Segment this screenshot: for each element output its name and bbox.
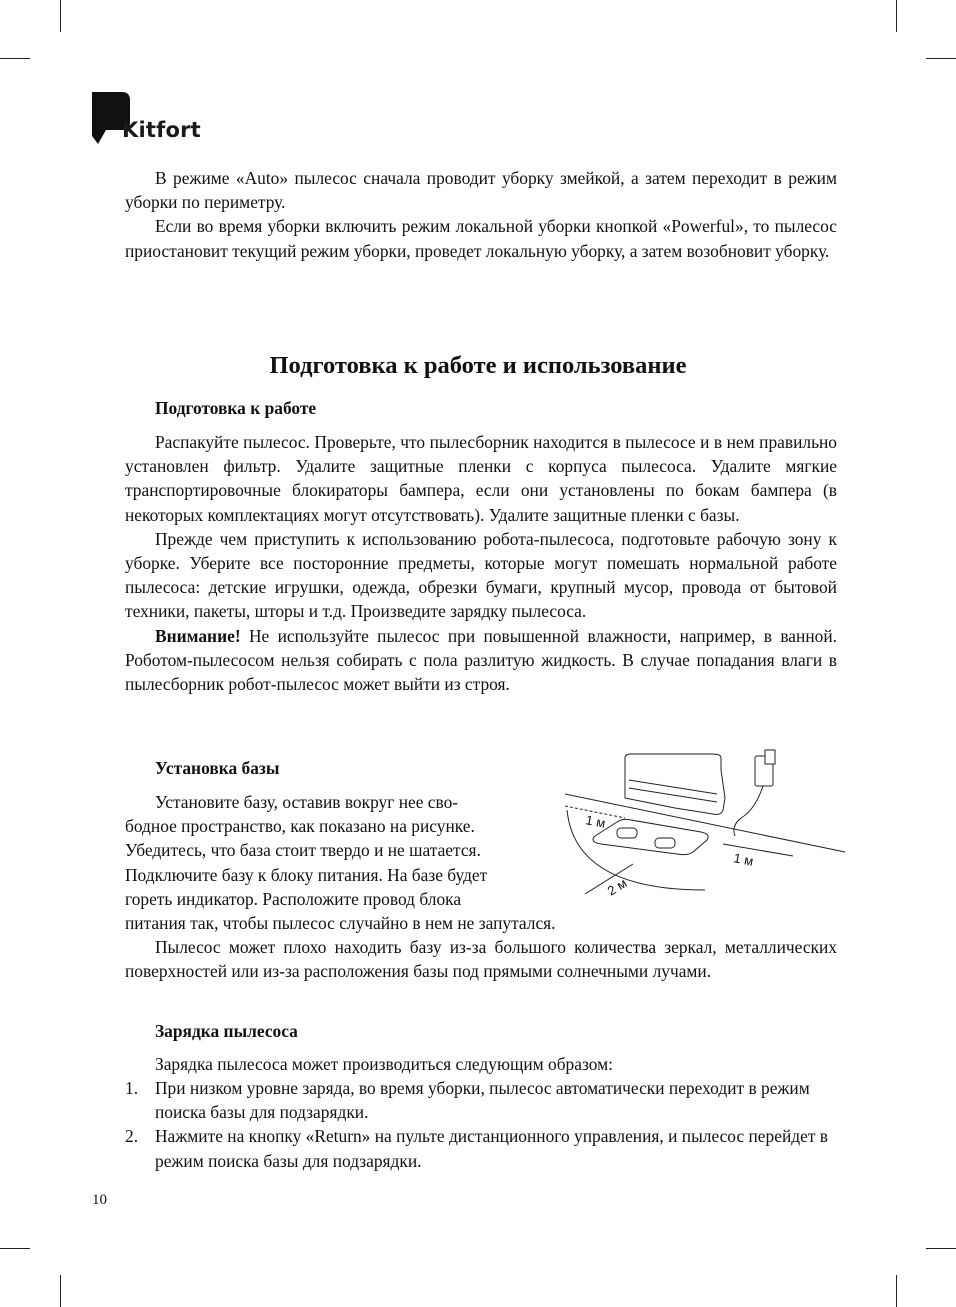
paragraph: Пылесос может плохо находить базу из-за большого количества зеркал, металлических поверхностей или из-за расположения базы под прямыми солнечными лучами.: [125, 937, 837, 982]
base-placement-figure: [555, 740, 855, 910]
text-line: Установите базу, оставив вокруг нее сво-: [155, 792, 459, 812]
brand-logo: [92, 92, 212, 148]
text-line: бодное пространство, как показано на рисунке.: [125, 816, 475, 837]
warning-text: Не используйте пылесос при повышенной влажности, например, в ванной. Роботом-пылесосом нельзя собирать с пола разлитую жидкость. В случае попадания влаги в пылесборник робот-пылесос может выйти из строя.: [125, 625, 837, 695]
charge-list: [125, 1076, 837, 1173]
warning-paragraph: [125, 624, 837, 697]
base-diagram: [555, 740, 855, 910]
list-number: 1.: [125, 1078, 139, 1098]
crop-mark: [896, 1275, 897, 1307]
dimension-arrow: [723, 844, 793, 856]
crop-mark: [60, 1275, 61, 1307]
text-line: питания так, чтобы пылесос случайно в нем не запутался.: [125, 913, 556, 934]
list-item: [125, 1076, 837, 1124]
label-right-distance: 1 м: [732, 850, 755, 869]
section-title: Подготовка к работе и использование: [269, 352, 687, 379]
charge-intro: [125, 1052, 837, 1076]
power-cord: [734, 786, 763, 836]
paragraph: Если во время уборки включить режим локальной уборки кнопкой «Powerful», то пылесос приостановит текущий режим уборки, проведет локальную уборку, а затем возобновит уборку.: [125, 216, 837, 261]
intro-text: [125, 166, 837, 263]
subsection-heading-charge: Зарядка пылесоса: [155, 1021, 298, 1041]
crop-mark: [926, 1248, 956, 1249]
crop-mark: [926, 58, 956, 59]
subsection-heading-base: Установка базы: [155, 758, 280, 778]
paragraph: Распакуйте пылесос. Проверьте, что пылесборник находится в пылесосе и в нем правильно установлен фильтр. Удалите защитные пленки с корпуса пылесоса. Удалите мягкие транспортировочные блокираторы бампера, если они установлены по бокам бампера (в некоторых комплектациях могут отсутствовать). Удалите защитные пленки с базы.: [125, 432, 837, 525]
label-front-distance: 2 м: [604, 875, 630, 899]
paragraph: В режиме «Auto» пылесос сначала проводит уборку змейкой, а затем переходит в режим уборки по периметру.: [125, 168, 837, 213]
label-left-distance: 1 м: [584, 812, 607, 831]
crop-mark: [60, 0, 61, 32]
text-line: гореть индикатор. Расположите провод блока: [125, 888, 462, 909]
text-line: Убедитесь, что база стоит твердо и не шатается.: [125, 840, 481, 861]
crop-mark: [896, 0, 897, 32]
list-number: 2.: [125, 1126, 139, 1147]
crop-mark: [0, 58, 30, 59]
subsection-heading-prep: Подготовка к работе: [155, 398, 317, 418]
warning-label: Внимание!: [155, 625, 241, 646]
base-body: [625, 754, 725, 815]
crop-mark: [0, 1248, 30, 1249]
paragraph: Прежде чем приступить к использованию робота-пылесоса, подготовьте рабочую зону к уборке. Уберите все посторонние предметы, которые могут помешать нормальной работе пылесоса: детские игрушки, одежда, обрезки бумаги, крупный мусор, провода от бытовой техники, пакеты, шторы и т.д. Произведите зарядку пылесоса.: [125, 528, 837, 622]
list-text: При низком уровне заряда, во время уборки, пылесос автоматически переходит в режим поиска базы для подзарядки.: [155, 1078, 810, 1123]
list-item: [125, 1124, 837, 1172]
list-text: Нажмите на кнопку «Return» на пульте дистанционного управления, и пылесос перейдет в режим поиска базы для подзарядки.: [155, 1126, 828, 1171]
paragraph: Зарядка пылесоса может производиться следующим образом:: [155, 1054, 613, 1074]
page-number: 10: [92, 1192, 107, 1208]
base-ramp: [593, 819, 708, 854]
prep-text: [125, 430, 837, 696]
text-line: Подключите базу к блоку питания. На базе будет: [125, 864, 488, 885]
power-plug: [765, 750, 775, 764]
brand-name: Kitfort: [122, 118, 201, 142]
